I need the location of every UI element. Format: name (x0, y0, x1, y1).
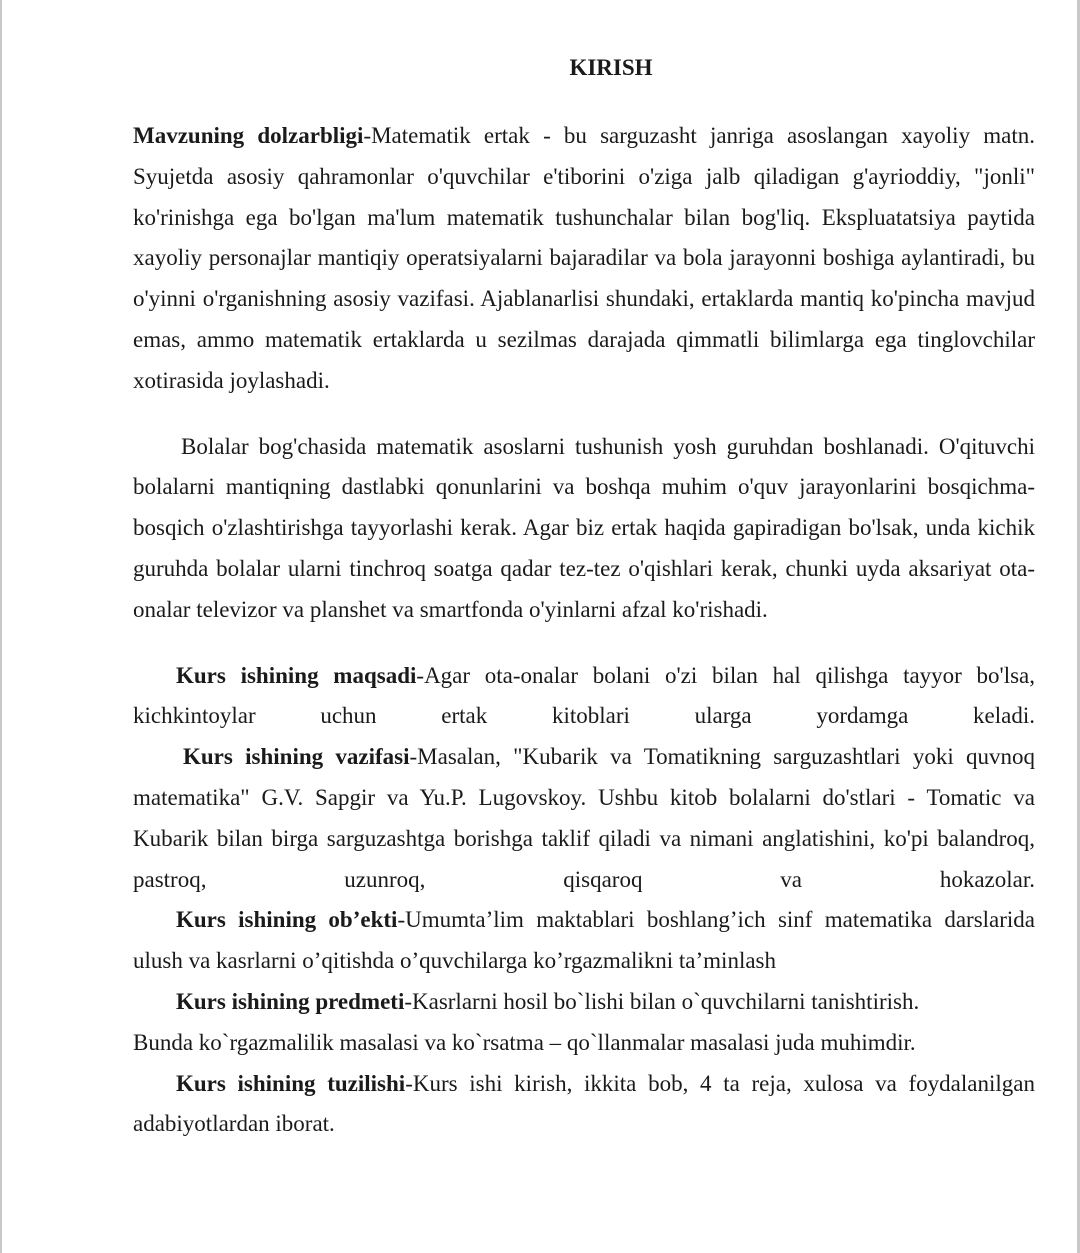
paragraph-heading: Kurs ishining vazifasi (183, 744, 410, 770)
paragraph-heading: Kurs ishining predmeti (176, 988, 405, 1014)
paragraph-text: -Kurs ishi kirish, ikkita bob, 4 ta reja, xulosa va foydalanilgan adabiyotlardan iborat. (133, 1070, 1035, 1137)
paragraph-heading: Kurs ishining ob’ekti (176, 907, 398, 933)
paragraph-gap (133, 402, 1035, 427)
paragraph-text: -Masalan, "Kubarik va Tomatikning sarguzashtlari yoki quvnoq matematika" G.V. Sapgir va Yu.P. Lugovskoy. Ushbu kitob bolalarni do'stlari - Tomatic va Kubarik bilan birga sarguzashtga borishga taklif qiladi va nimani anglatishini, ko'pi balandroq, pastroq, uzunroq, qisqaroq va hokazolar. (133, 744, 1036, 892)
paragraph-kindergarten (133, 427, 1035, 631)
paragraph-text: Bunda ko`rgazmalilik masalasi va ko`rsatma – qo`llanmalar masalasi juda muhimdir. (133, 1029, 916, 1055)
paragraph-text: -Umumta’lim maktablari boshlang’ich sinf matematika darslarida ulush va kasrlarni o’qitishda o’quvchilarga ko’rgazmalikni ta’minlash (133, 907, 1036, 974)
paragraph-gap (133, 631, 1035, 656)
document-title: KIRISH (569, 55, 653, 80)
paragraph-structure (133, 1064, 1035, 1146)
paragraph-text: Bolalar bog'chasida matematik asoslarni tushunish yosh guruhdan boshlanadi. O'qituvchi bolalarni mantiqning dastlabki qonunlarini va boshqa muhim o'quv jarayonlarini bosqichma-bosqich o'zlashtirishga tayyorlashi kerak. Agar biz ertak haqida gapiradigan bo'lsak, unda kichik guruhda bolalar ularni tinchroq soatga qadar tez-tez o'qishlari kerak, chunki uyda aksariyat ota-onalar televizor va planshet va smartfonda o'yinlarni afzal ko'rishadi. (133, 433, 1035, 622)
paragraph-object (133, 900, 1035, 982)
paragraph-text: -Matematik ertak - bu sarguzasht janriga asoslangan xayoliy matn. Syujetda asosiy qahramonlar o'quvchilar e'tiborini o'ziga jalb qiladigan g'ayrioddiy, "jonli" ko'rinishga ega bo'lgan ma'lum matematik tushunchalar bilan bog'liq. Ekspluatatsiya paytida xayoliy personajlar mantiqiy operatsiyalarni bajaradilar va bola jarayonni boshiga aylantiradi, bu o'yinni o'rganishning asosiy vazifasi. Ajablanarlisi shundaki, ertaklarda mantiq ko'pincha mavjud emas, ammo matematik ertaklarda u sezilmas darajada qimmatli bilimlarga ega tinglovchilar xotirasida joylashadi. (133, 123, 1035, 393)
paragraph-text: -Kasrlarni hosil bo`lishi bilan o`quvchilarni tanishtirish. (404, 988, 920, 1014)
document-page (133, 52, 1035, 1145)
paragraph-heading: Mavzuning dolzarbligi (133, 123, 364, 148)
paragraph-subject-continued (133, 1023, 1035, 1064)
paragraph-heading: Kurs ishining tuzilishi (176, 1070, 406, 1096)
paragraph-text: -Agar ota-onalar bolani o'zi bilan hal qilishga tayyor bo'lsa, kichkintoylar uchun ertak kitoblari ularga yordamga keladi. (133, 662, 1036, 729)
paragraph-goal (133, 656, 1035, 738)
paragraph-tasks (133, 737, 1035, 900)
paragraph-subject (133, 982, 1035, 1023)
page-edge-left (0, 0, 2, 1253)
paragraph-relevance (133, 116, 1035, 402)
paragraph-heading: Kurs ishining maqsadi (176, 662, 417, 688)
